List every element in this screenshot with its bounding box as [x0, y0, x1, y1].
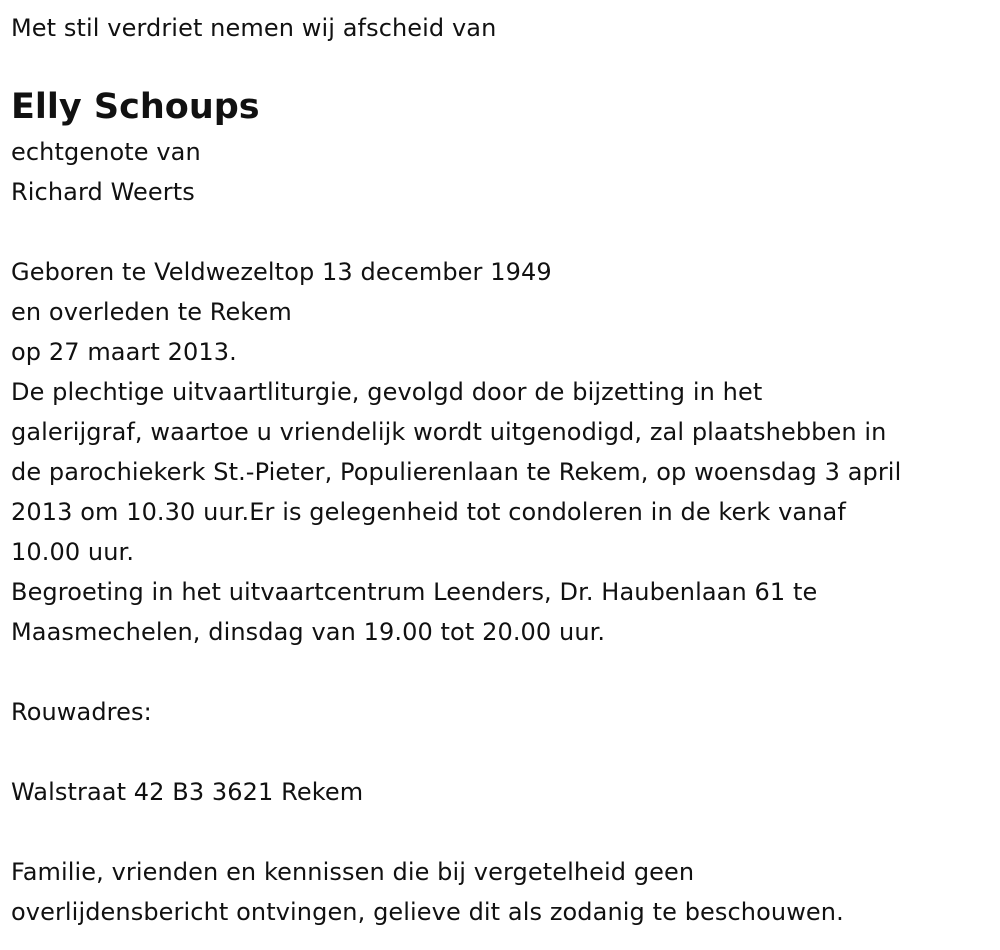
greeting-line: Begroeting in het uitvaartcentrum Leenders, Dr. Haubenlaan 61 te: [11, 578, 818, 606]
liturgy-line: galerijgraf, waartoe u vriendelijk wordt uitgenodigd, zal plaatshebben in: [11, 418, 887, 446]
death-date: op 27 maart 2013.: [11, 338, 237, 366]
greeting-line: Maasmechelen, dinsdag van 19.00 tot 20.00 uur.: [11, 618, 606, 646]
deceased-name: Elly Schoups: [11, 87, 260, 127]
spouse-name: Richard Weerts: [11, 178, 195, 206]
spacer: [11, 732, 1000, 772]
closing-line: Familie, vrienden en kennissen die bij vergetelheid geen: [11, 858, 695, 886]
liturgy-line: de parochiekerk St.-Pieter, Populierenlaan te Rekem, op woensdag 3 april: [11, 458, 902, 486]
liturgy-line: 2013 om 10.30 uur.Er is gelegenheid tot condoleren in de kerk vanaf: [11, 498, 846, 526]
spacer: [11, 212, 1000, 252]
death-place: en overleden te Rekem: [11, 298, 292, 326]
spacer: [11, 812, 1000, 852]
spouse-relation: echtgenote van: [11, 138, 201, 166]
spacer: [11, 652, 1000, 692]
liturgy-line: 10.00 uur.: [11, 538, 135, 566]
birth-info: Geboren te Veldwezeltop 13 december 1949: [11, 258, 552, 286]
intro-text: Met stil verdriet nemen wij afscheid van: [11, 14, 497, 42]
mourning-address: Walstraat 42 B3 3621 Rekem: [11, 778, 364, 806]
liturgy-line: De plechtige uitvaartliturgie, gevolgd door de bijzetting in het: [11, 378, 763, 406]
address-label: Rouwadres:: [11, 698, 152, 726]
closing-line: overlijdensbericht ontvingen, gelieve dit als zodanig te beschouwen.: [11, 898, 844, 926]
